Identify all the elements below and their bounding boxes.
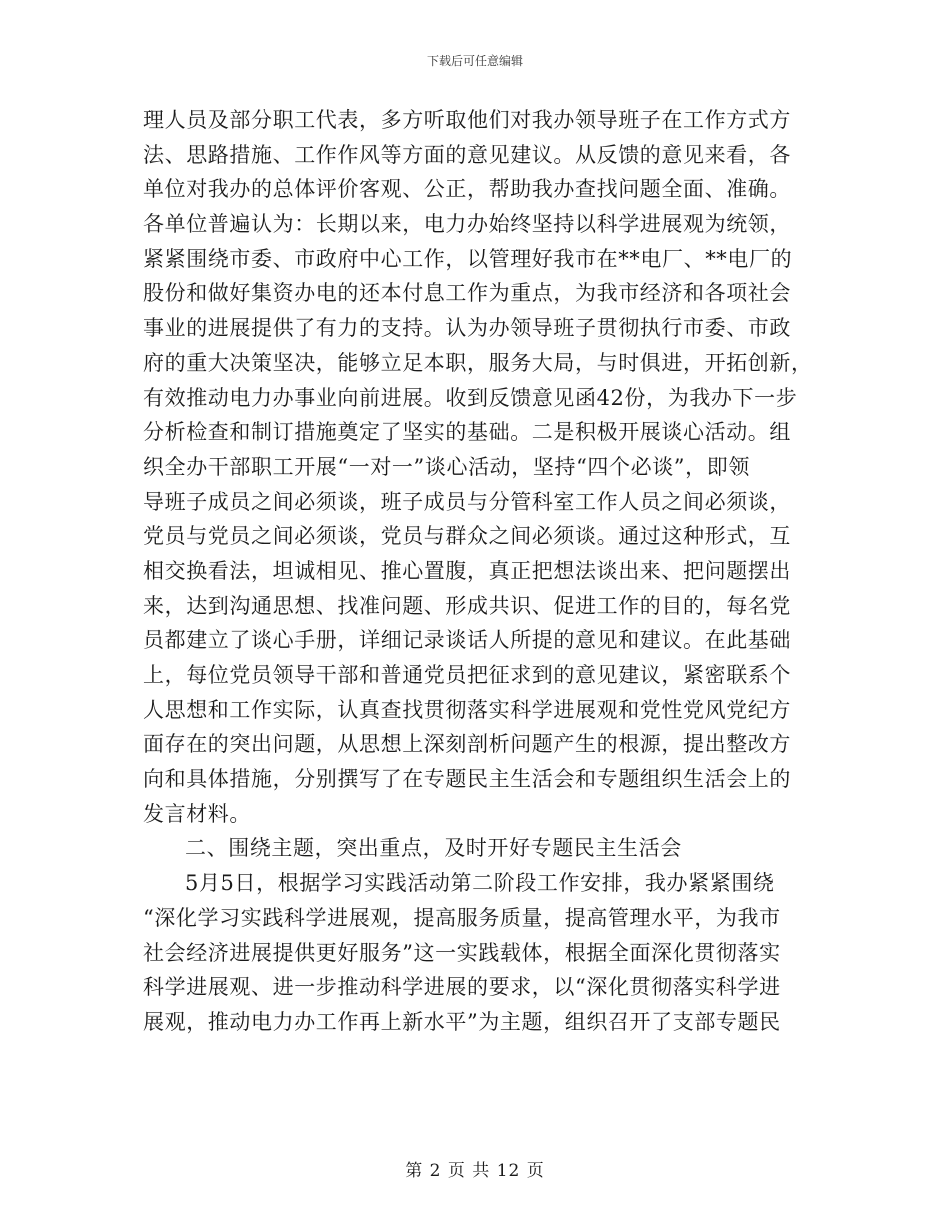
text-line: 社会经济进展提供更好服务”这一实践载体，根据全面深化贯彻落实	[143, 940, 781, 965]
text-line: 上，每位党员领导干部和普通党员把征求到的意见建议，紧密联系个	[143, 663, 791, 687]
text-line: 导班子成员之间必须谈，班子成员与分管科室工作人员之间必须谈，	[143, 489, 791, 514]
text-line: 科学进展观、进一步推动科学进展的要求，以“深化贯彻落实科学进	[143, 975, 781, 1000]
text-line: 单位对我办的总体评价客观、公正，帮助我办查找问题全面、准确。	[143, 177, 791, 202]
section-heading: 二、围绕主题，突出重点，及时开好专题民主生活会	[185, 836, 682, 861]
text-line: 发言材料。	[143, 801, 251, 826]
paragraph-first-line: 5月5日，根据学习实践活动第二阶段工作安排，我办紧紧围绕	[185, 871, 775, 896]
text-line: 相交换看法，坦诚相见、推心置腹，真正把想法谈出来、把问题摆出	[143, 558, 791, 583]
page-number-footer: 第 2 页 共 12 页	[405, 1161, 545, 1181]
text-line: 事业的进展提供了有力的支持。认为办领导班子贯彻执行市委、市政	[143, 316, 791, 341]
text-line: 向和具体措施，分别撰写了在专题民主生活会和专题组织生活会上的	[143, 767, 791, 792]
text-line: 分析检查和制订措施奠定了坚实的基础。二是积极开展谈心活动。组	[143, 420, 791, 445]
text-line: 织全办干部职工开展“一对一”谈心活动，坚持“四个必谈”，即领	[143, 454, 750, 479]
text-line: 股份和做好集资办电的还本付息工作为重点，为我市经济和各项社会	[143, 281, 791, 306]
text-line: “深化学习实践科学进展观，提高服务质量，提高管理水平，为我市	[143, 905, 781, 930]
text-line: 有效推动电力办事业向前进展。收到反馈意见函42份，为我办下一步	[143, 385, 798, 410]
text-line: 人思想和工作实际，认真查找贯彻落实科学进展观和党性党风党纪方	[143, 697, 791, 722]
text-line: 各单位普遍认为：长期以来，电力办始终坚持以科学进展观为统领，	[143, 212, 791, 237]
document-body	[143, 103, 813, 1040]
text-line: 府的重大决策坚决，能够立足本职，服务大局，与时俱进，开拓创新，	[143, 350, 813, 375]
text-line: 面存在的突出问题，从思想上深刻剖析问题产生的根源，提出整改方	[143, 732, 791, 757]
text-line: 来，达到沟通思想、找准问题、形成共识、促进工作的目的，每名党	[143, 593, 791, 618]
text-line: 理人员及部分职工代表，多方听取他们对我办领导班子在工作方式方	[143, 108, 791, 132]
text-line: 员都建立了谈心手册，详细记录谈话人所提的意见和建议。在此基础	[143, 628, 791, 653]
page-header: 下载后可任意编辑	[426, 54, 523, 68]
text-line: 党员与党员之间必须谈，党员与群众之间必须谈。通过这种形式，互	[143, 524, 791, 549]
text-line: 展观，推动电力办工作再上新水平”为主题，组织召开了支部专题民	[143, 1009, 781, 1034]
text-line: 法、思路措施、工作作风等方面的意见建议。从反馈的意见来看，各	[143, 142, 791, 167]
text-line: 紧紧围绕市委、市政府中心工作，以管理好我市在**电厂、**电厂的	[143, 246, 793, 271]
